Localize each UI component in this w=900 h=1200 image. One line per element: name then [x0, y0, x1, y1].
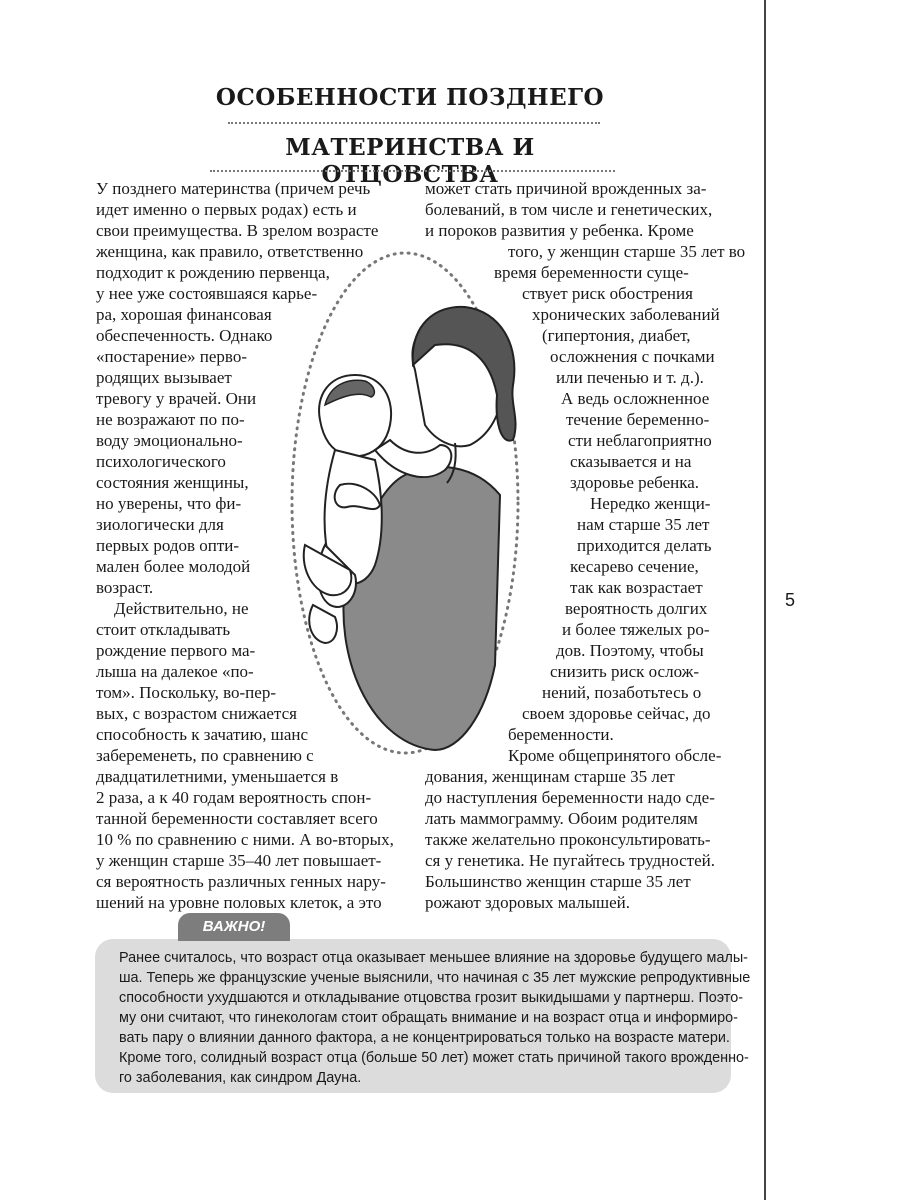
right-line: снизить риск ослож-	[550, 662, 700, 681]
left-line: шений на уровне половых клеток, а это	[96, 893, 382, 912]
left-line: воду эмоционально-	[96, 431, 243, 450]
callout-line: ша. Теперь же французские ученые выяснили, что начиная с 35 лет мужские репродуктивные	[119, 970, 751, 986]
left-line: состояния женщины,	[96, 473, 249, 492]
left-line: первых родов опти-	[96, 536, 240, 555]
left-line: зиологически для	[96, 515, 224, 534]
right-line: до наступления беременности надо сде-	[425, 788, 715, 807]
important-label: ВАЖНО!	[178, 913, 290, 941]
right-line: болеваний, в том числе и генетических,	[425, 200, 713, 219]
left-line: психологического	[96, 452, 226, 471]
left-line: 10 % по сравнению с ними. А во-вторых,	[96, 830, 394, 849]
left-line: лыша на далекое «по-	[96, 662, 254, 681]
right-line: нений, позаботьтесь о	[542, 683, 702, 702]
right-line: ся у генетика. Не пугайтесь трудностей.	[425, 851, 715, 870]
right-line: течение беременно-	[566, 410, 710, 429]
right-line: рожают здоровых малышей.	[425, 893, 631, 912]
left-line: не возражают по по-	[96, 410, 245, 429]
left-line: «постарение» перво-	[96, 347, 247, 366]
callout-line: вать пару о влиянии данного фактора, а не концентрироваться только на возрасте матери.	[119, 1030, 730, 1046]
left-line: ся вероятность различных генных нару-	[96, 872, 386, 891]
title-rule-2	[210, 170, 615, 172]
right-line: Нередко женщи-	[590, 494, 711, 513]
right-line: сказывается и на	[570, 452, 692, 471]
left-line: У позднего материнства (причем речь	[96, 179, 371, 198]
left-line: Действительно, не	[114, 599, 249, 618]
right-line: хронических заболеваний	[532, 305, 720, 324]
right-line: того, у женщин старше 35 лет во	[508, 242, 746, 261]
left-line: родящих вызывает	[96, 368, 232, 387]
right-line: ствует риск обострения	[522, 284, 693, 303]
right-line: дов. Поэтому, чтобы	[556, 641, 704, 660]
callout-line: Ранее считалось, что возраст отца оказывает меньшее влияние на здоровье будущего малы-	[119, 950, 748, 966]
right-line: или печенью и т. д.).	[556, 368, 704, 387]
callout-line: способности ухудшаются и откладывание отцовства грозит выкидышами у партнерш. Поэто-	[119, 990, 744, 1006]
left-line: но уверены, что фи-	[96, 494, 242, 513]
right-line: нам старше 35 лет	[577, 515, 710, 534]
left-line: рождение первого ма-	[96, 641, 256, 660]
title-rule-1	[228, 122, 600, 124]
left-line: свои преимущества. В зрелом возрасте	[96, 221, 379, 240]
callout-line: му они считают, что гинекологам стоит обращать внимание и на возраст отца и информиро-	[119, 1010, 738, 1026]
left-line: ра, хорошая финансовая	[96, 305, 272, 324]
left-line: 2 раза, а к 40 годам вероятность спон-	[96, 788, 372, 807]
left-line: возраст.	[96, 578, 154, 597]
right-line: может стать причиной врожденных за-	[425, 179, 707, 198]
left-line: тревогу у врачей. Они	[96, 389, 257, 408]
right-line: так как возрастает	[570, 578, 703, 597]
left-line: у женщин старше 35–40 лет повышает-	[96, 851, 382, 870]
left-line: том». Поскольку, во-пер-	[96, 683, 276, 702]
page-edge-line	[764, 0, 766, 1200]
left-line: танной беременности составляет всего	[96, 809, 378, 828]
right-line: вероятность долгих	[565, 599, 708, 618]
right-line: сти неблагоприятно	[568, 431, 712, 450]
right-line: дования, женщинам старше 35 лет	[425, 767, 675, 786]
right-line: Большинство женщин старше 35 лет	[425, 872, 691, 891]
title-line-2: МАТЕРИНСТВА И ОТЦОВСТВА	[285, 134, 535, 188]
right-line: осложнения с почками	[550, 347, 715, 366]
right-line: и пороков развития у ребенка. Кроме	[425, 221, 694, 240]
important-callout-box	[95, 939, 751, 1093]
right-line: время беременности суще-	[494, 263, 689, 282]
left-line: стоит откладывать	[96, 620, 231, 639]
mother-baby-illustration	[285, 245, 525, 765]
right-line: также желательно проконсультировать-	[425, 830, 711, 849]
right-line: беременности.	[508, 725, 614, 744]
callout-line: Кроме того, солидный возраст отца (больше 50 лет) может стать причиной такого врожденно-	[119, 1050, 749, 1066]
page-number: 5	[785, 590, 796, 610]
left-line: двадцатилетними, уменьшается в	[96, 767, 339, 786]
left-line: женщина, как правило, ответственно	[96, 242, 364, 261]
left-line: у нее уже состоявшаяся карье-	[96, 284, 318, 303]
left-line: обеспеченность. Однако	[96, 326, 273, 345]
left-line: способность к зачатию, шанс	[96, 725, 309, 744]
right-line: лать маммограмму. Обоим родителям	[425, 809, 698, 828]
right-line: приходится делать	[577, 536, 712, 555]
left-line: вых, с возрастом снижается	[96, 704, 297, 723]
right-line: (гипертония, диабет,	[542, 326, 691, 345]
right-line: А ведь осложненное	[561, 389, 710, 408]
left-line: идет именно о первых родах) есть и	[96, 200, 357, 219]
title-line-1: ОСОБЕННОСТИ ПОЗДНЕГО	[215, 84, 605, 111]
right-line: кесарево сечение,	[570, 557, 699, 576]
left-line: забеременеть, по сравнению с	[96, 746, 314, 765]
right-line: и более тяжелых ро-	[562, 620, 710, 639]
callout-line: го заболевания, как синдром Дауна.	[119, 1070, 362, 1086]
right-line: здоровье ребенка.	[570, 473, 700, 492]
left-line: подходит к рождению первенца,	[96, 263, 330, 282]
right-line: своем здоровье сейчас, до	[522, 704, 711, 723]
left-line: мален более молодой	[96, 557, 251, 576]
right-line: Кроме общепринятого обсле-	[508, 746, 722, 765]
